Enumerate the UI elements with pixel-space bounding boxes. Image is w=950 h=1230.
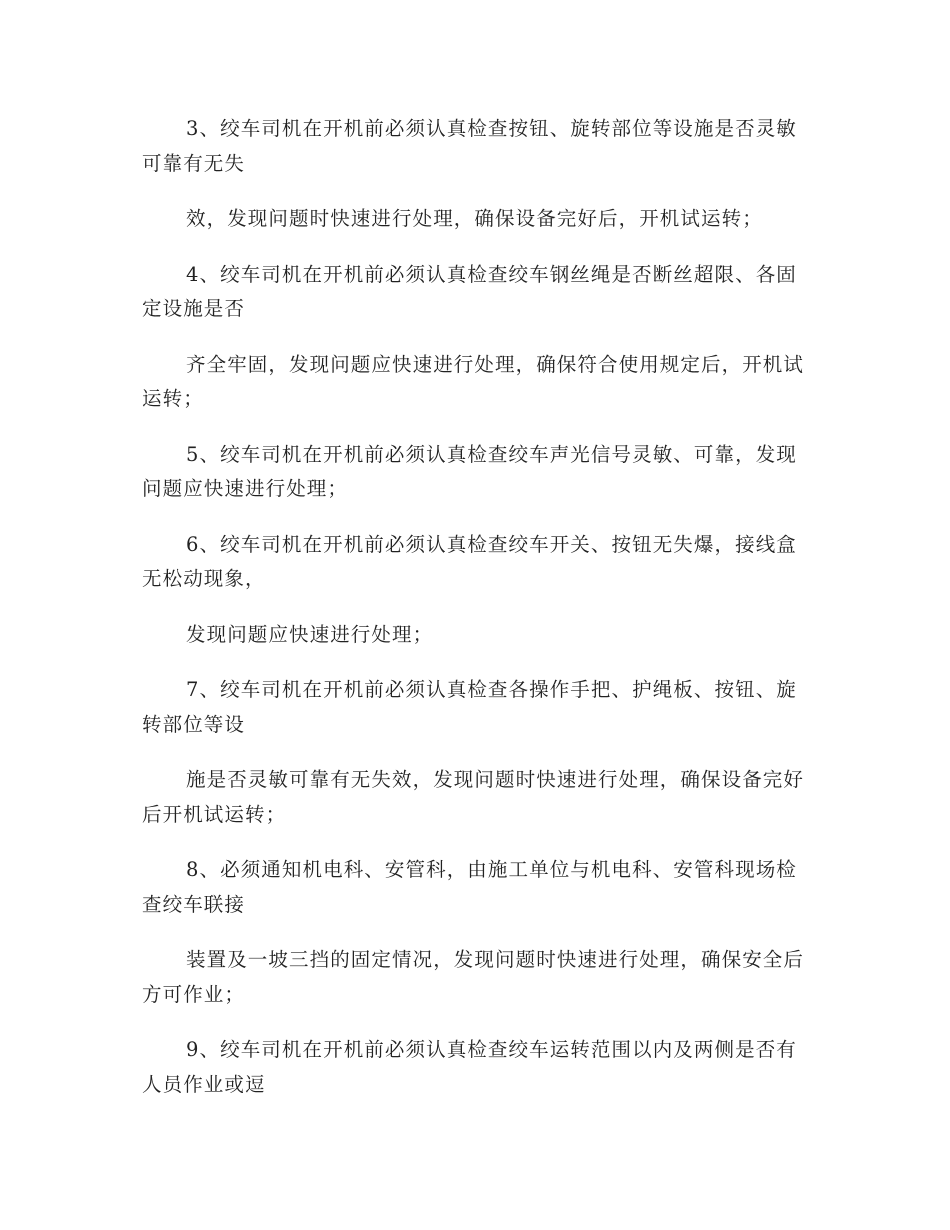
document-body (142, 112, 806, 1102)
paragraph-item-9-part-1: 9、绞车司机在开机前必须认真检查绞车运转范围以内及两侧是否有人员作业或逗 (142, 1038, 797, 1096)
paragraph-item-6-part-2: 发现问题应快速进行处理； (186, 622, 434, 646)
paragraph-item-6-part-1: 6、绞车司机在开机前必须认真检查绞车开关、按钮无失爆，接线盒无松动现象， (142, 532, 797, 590)
paragraph-item-4-part-2: 齐全牢固，发现问题应快速进行处理，确保符合使用规定后，开机试运转； (142, 352, 805, 410)
paragraph-item-7-part-2: 施是否灵敏可靠有无失效，发现问题时快速进行处理，确保设备完好后开机试运转； (142, 768, 805, 826)
paragraph-item-7-part-1: 7、绞车司机在开机前必须认真检查各操作手把、护绳板、按钮、旋转部位等设 (142, 678, 797, 736)
paragraph-item-3-part-1: 3、绞车司机在开机前必须认真检查按钮、旋转部位等设施是否灵敏可靠有无失 (142, 117, 797, 175)
paragraph-item-8-part-1: 8、必须通知机电科、安管科，由施工单位与机电科、安管科现场检查绞车联接 (142, 858, 797, 916)
paragraph-item-4-part-1: 4、绞车司机在开机前必须认真检查绞车钢丝绳是否断丝超限、各固定设施是否 (142, 262, 797, 320)
paragraph-item-8-part-2: 装置及一坡三挡的固定情况，发现问题时快速进行处理，确保安全后方可作业； (142, 948, 805, 1006)
paragraph-item-5: 5、绞车司机在开机前必须认真检查绞车声光信号灵敏、可靠，发现问题应快速进行处理； (142, 442, 797, 500)
paragraph-item-3-part-2: 效，发现问题时快速进行处理，确保设备完好后，开机试运转； (186, 207, 763, 230)
